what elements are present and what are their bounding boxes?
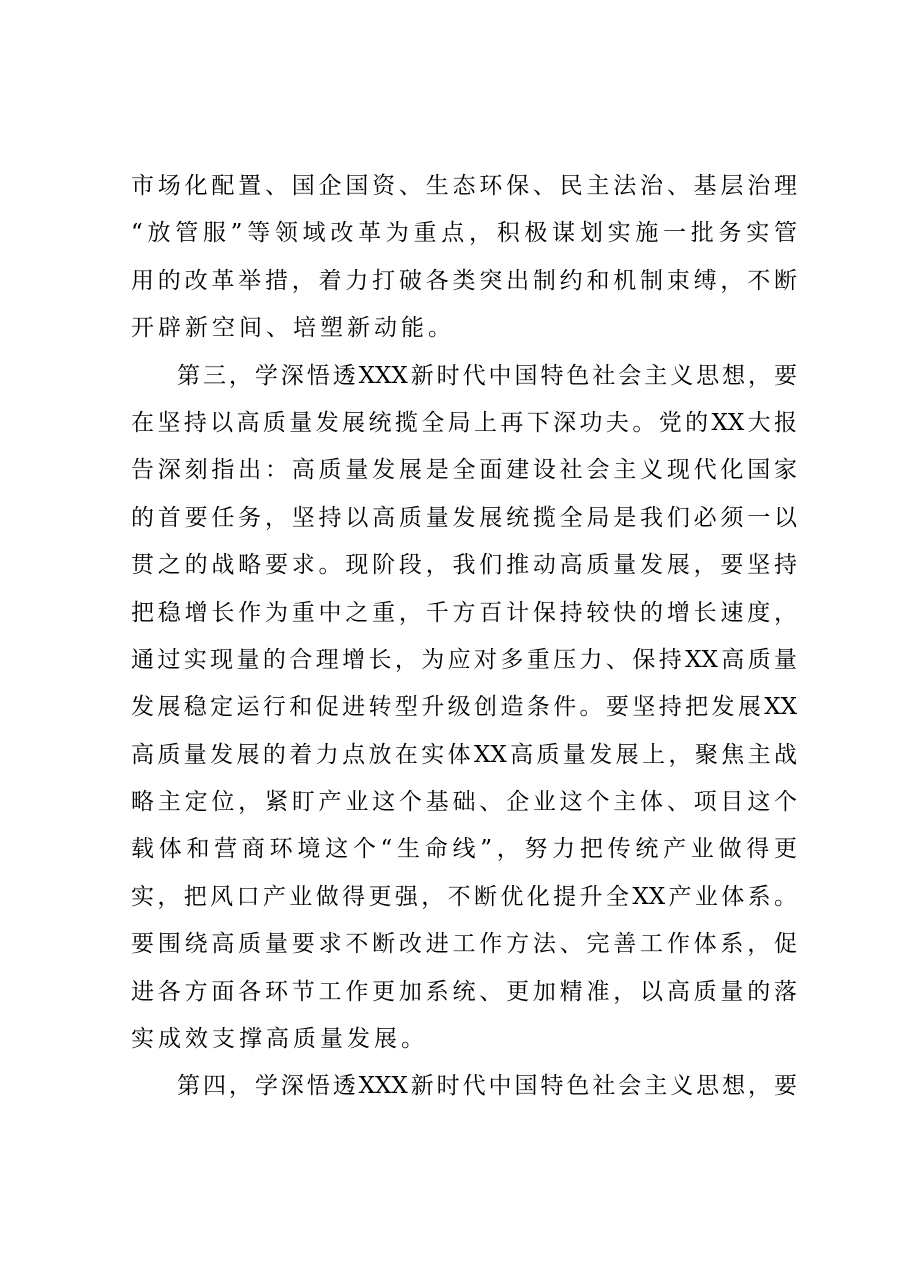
text-line: 发展稳定运行和促进转型升级创造条件。要坚持把发展XX [131, 694, 797, 721]
text-line: 要围绕高质量要求不断改进工作方法、完善工作体系，促 [131, 931, 797, 958]
text-line: 在坚持以高质量发展统揽全局上再下深功夫。党的XX大报 [131, 409, 797, 436]
text-line: 第三，学深悟透XXX新时代中国特色社会主义思想，要 [177, 362, 797, 389]
text-line: 第四，学深悟透XXX新时代中国特色社会主义思想，要 [177, 1073, 797, 1100]
text-line: 高质量发展的着力点放在实体XX高质量发展上，聚焦主战 [131, 741, 797, 768]
text-line: 市场化配置、国企国资、生态环保、民主法治、基层治理 [131, 173, 797, 199]
text-line: 告深刻指出：高质量发展是全面建设社会主义现代化国家 [131, 457, 797, 484]
text-line: 贯之的战略要求。现阶段，我们推动高质量发展，要坚持 [131, 552, 797, 579]
document-body [131, 163, 797, 1111]
text-line: 载体和营商环境这个“生命线”，努力把传统产业做得更 [131, 836, 797, 863]
text-line: 开辟新空间、培塑新动能。 [131, 315, 455, 342]
text-line: “放管服”等领域改革为重点，积极谋划实施一批务实管 [131, 220, 797, 247]
text-line: 把稳增长作为重中之重，千方百计保持较快的增长速度， [131, 599, 797, 626]
paragraph-3 [131, 1063, 797, 1110]
paragraph-1 [131, 163, 797, 353]
text-line: 实，把风口产业做得更强，不断优化提升全XX产业体系。 [131, 883, 797, 910]
paragraph-2 [131, 353, 797, 1064]
text-line: 的首要任务，坚持以高质量发展统揽全局是我们必须一以 [131, 504, 797, 531]
text-line: 通过实现量的合理增长，为应对多重压力、保持XX高质量 [131, 646, 797, 673]
text-line: 实成效支撑高质量发展。 [131, 1026, 428, 1053]
text-line: 用的改革举措，着力打破各类突出制约和机制束缚，不断 [131, 267, 797, 294]
text-line: 进各方面各环节工作更加系统、更加精准，以高质量的落 [131, 978, 797, 1005]
text-line: 略主定位，紧盯产业这个基础、企业这个主体、项目这个 [131, 789, 797, 816]
